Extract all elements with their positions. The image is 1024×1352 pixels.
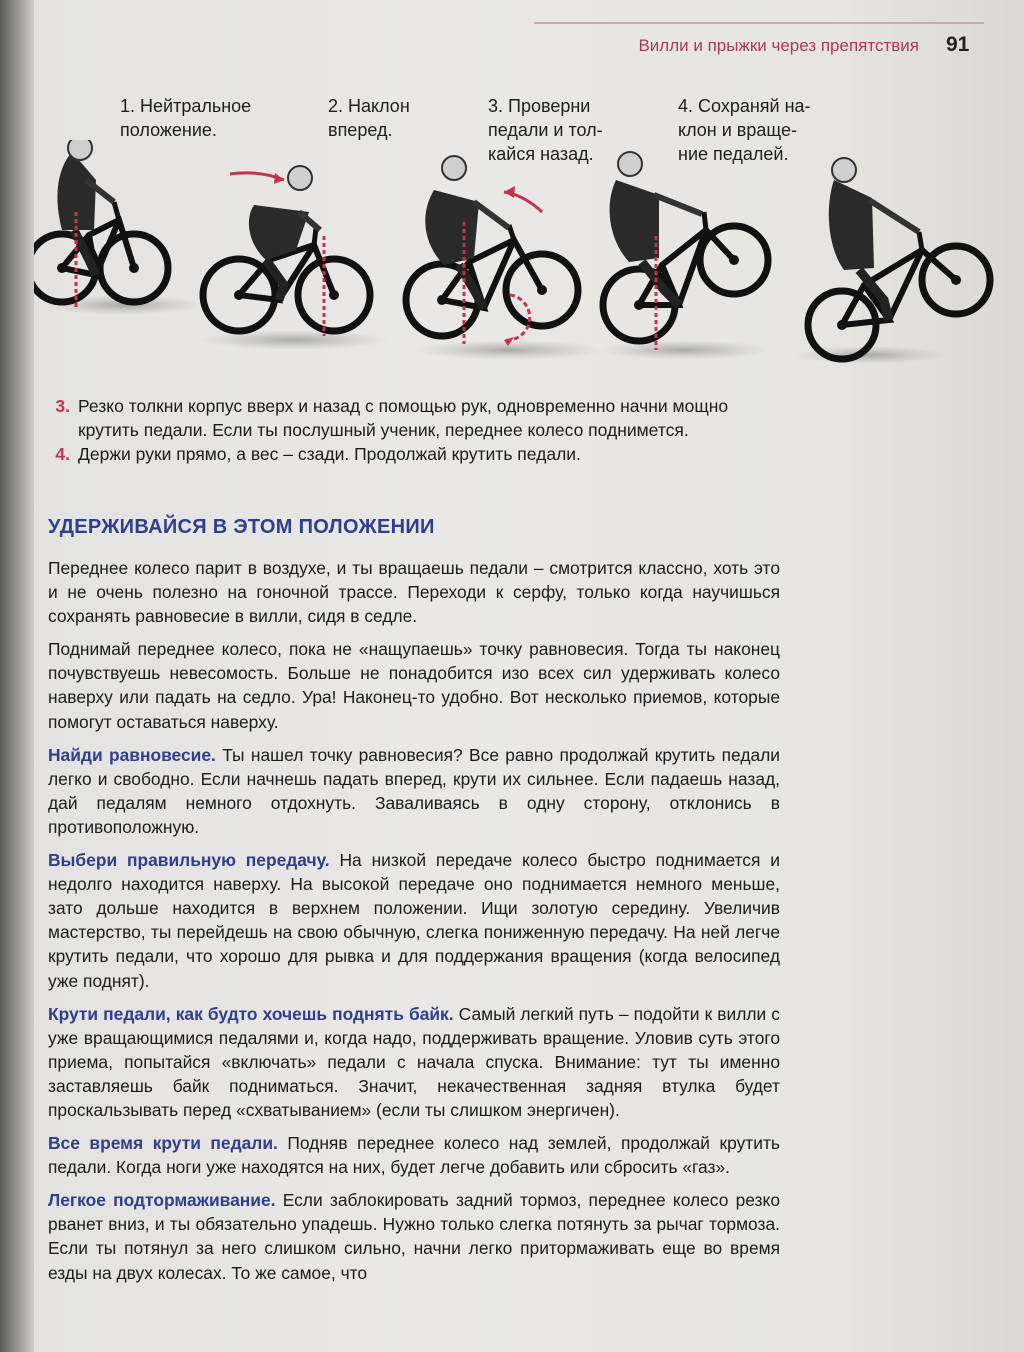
caption-text: 2. Наклон вперед.	[328, 96, 410, 140]
page-number: 91	[946, 33, 970, 56]
caption-step-1	[120, 94, 290, 142]
step-list	[46, 394, 786, 466]
paragraph	[48, 1002, 780, 1122]
caption-text: 4. Сохраняй на- клон и враще- ние педалей.	[678, 96, 811, 164]
paragraph-lead: Найди равновесие.	[48, 744, 216, 765]
caption-text: 3. Проверни педали и тол- кайся назад.	[488, 96, 603, 164]
paragraph-text: Поднимай переднее колесо, пока не «нащупаешь» точку равновесия. Тогда ты наконец почувствуешь невесомость. Больше не понадобится изо всех сил удерживать колесо наверху или падать на седло. Ура! Наконец-то удобно. Вот несколько приемов, которые помогут оставаться наверху.	[48, 639, 780, 732]
caption-text: 1. Нейтральное положение.	[120, 96, 252, 140]
step-text: Резко толкни корпус вверх и назад с помощью рук, одновременно начни мощно крутить педали. Если ты послушный ученик, переднее колесо поднимется.	[78, 396, 729, 440]
paragraph	[48, 1131, 780, 1179]
paragraph	[48, 556, 780, 628]
rider-photo-neutral	[34, 140, 204, 315]
header-rule	[534, 22, 984, 24]
wheelie-photo-sequence	[34, 140, 1024, 380]
paragraph-text: Переднее колесо парит в воздухе, и ты вращаешь педали – смотрится классно, хоть это и не очень полезно на гоночной трассе. Переходи к серфу, только когда научишься сохранять равновесие в вилли, сидя в седле.	[48, 558, 780, 627]
book-binding-shadow	[0, 0, 34, 1352]
list-item	[46, 442, 786, 466]
step-number: 4.	[55, 444, 70, 464]
paragraph-text: Ты нашел точку равновесия? Все равно продолжай крутить педали легко и свободно. Если начнешь падать вперед, крути их сильнее. Если падаешь назад, дай педалям немного отдохнуть. Заваливаясь в одну сторону, отклонись в противоположную.	[48, 744, 781, 837]
paragraph-lead: Крути педали, как будто хочешь поднять байк.	[48, 1003, 454, 1024]
caption-step-2	[328, 94, 458, 142]
paragraph	[48, 848, 780, 993]
rider-photo-lean-forward	[199, 166, 389, 350]
step-text: Держи руки прямо, а вес – сзади. Продолжай крутить педали.	[78, 444, 581, 464]
book-page	[34, 0, 1024, 1352]
rider-photo-keep-lean	[599, 152, 769, 360]
list-item	[46, 394, 786, 442]
paragraph-text: Подняв переднее колесо над землей, продолжай крутить педали. Когда ноги уже находятся на них, будет легче добавить или сбросить «газ».	[48, 1133, 780, 1178]
running-head: Вилли и прыжки через препятствия	[638, 36, 919, 55]
paragraph-text: Самый легкий путь – подойти к вилли с уже вращающимися педалями и, когда надо, поддерживать вращение. Уловив суть этого приема, попытайся «включать» педали с начала спуска. Внимание: тут ты именно заставляешь байк подниматься. Значит, некачественная задняя втулка будет проскальзывать перед «схватыванием» (если ты слишком энергичен).	[48, 1003, 780, 1120]
paragraph-text: На низкой передаче колесо быстро поднимается и недолго находится наверху. На высокой передаче оно поднимается немного меньше, зато дольше находится в верхнем положении. Ищи золотую середину. Увеличив мастерство, ты перейдешь на свою обычную, слегка пониженную передачу. На ней легче крутить педали, что хорошо для рывка и для поддержания вращения (когда велосипед уже поднят).	[48, 850, 780, 991]
step-number: 3.	[55, 396, 70, 416]
paragraph	[48, 1188, 780, 1284]
paragraph-lead: Выбери правильную передачу.	[48, 850, 330, 871]
paragraph-lead: Все время крути педали.	[48, 1133, 278, 1154]
rider-photo-wheelie	[794, 158, 990, 364]
body-text	[48, 556, 780, 1294]
rider-photo-push-back	[406, 156, 604, 360]
section-heading: УДЕРЖИВАЙСЯ В ЭТОМ ПОЛОЖЕНИИ	[48, 516, 435, 538]
paragraph	[48, 637, 780, 733]
paragraph-lead: Легкое подтормаживание.	[48, 1190, 276, 1211]
paragraph	[48, 743, 780, 839]
paragraph-text: Если заблокировать задний тормоз, переднее колесо резко рванет вниз, и ты обязательно упадешь. Нужно только слегка потянуть за рычаг тормоза. Если ты потянул за него слишком сильно, начни легко притормаживать еще во время езды на двух колесах. То же самое, что	[48, 1190, 780, 1283]
